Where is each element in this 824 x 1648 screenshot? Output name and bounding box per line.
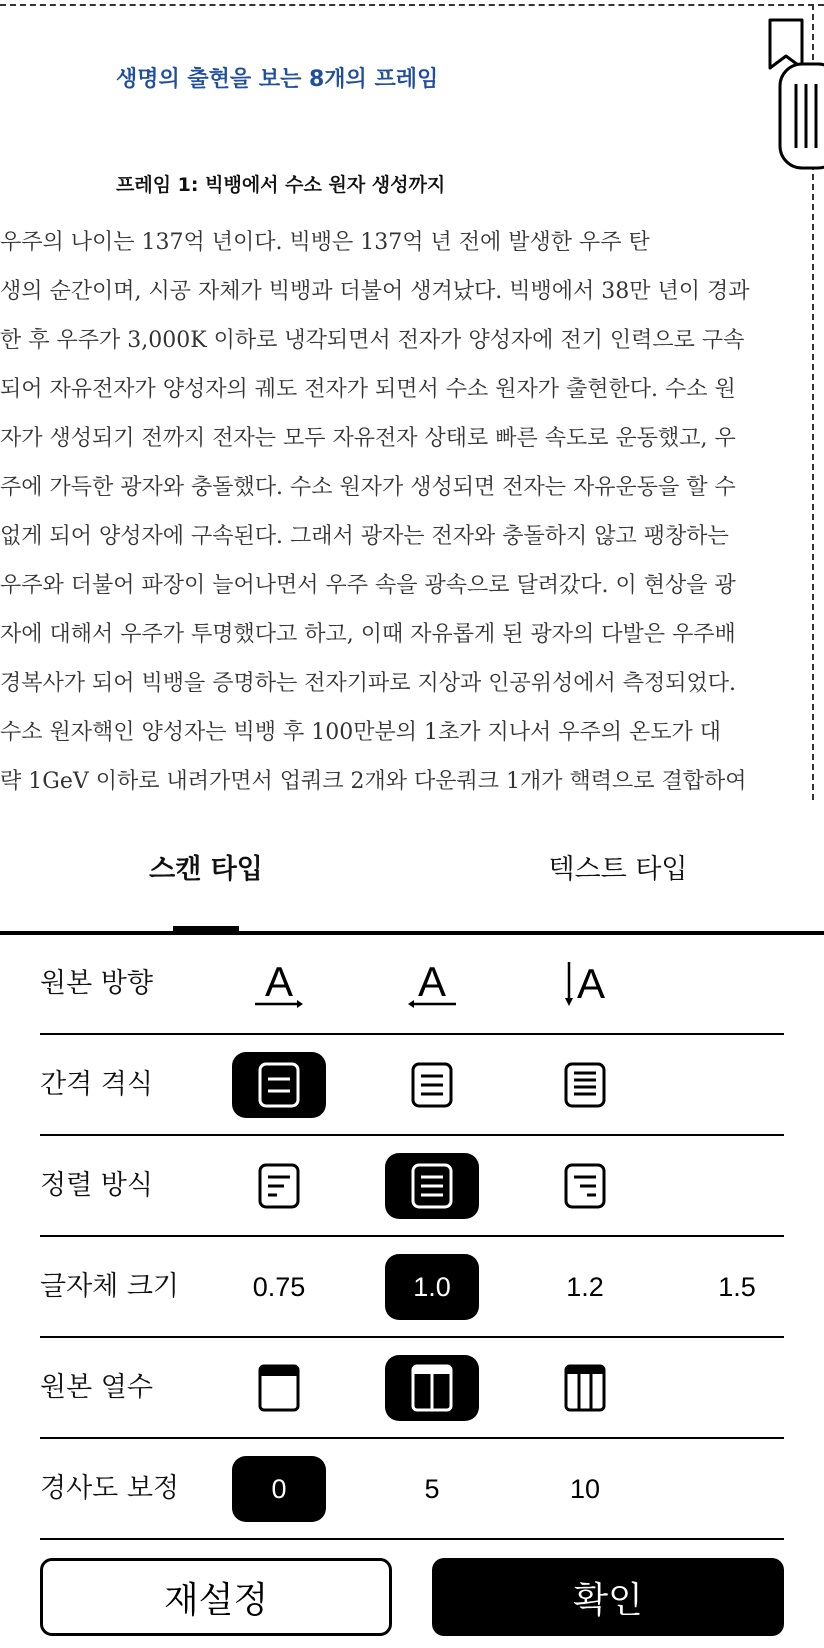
body-line: 주에 가득한 광자와 충돌했다. 수소 원자가 생성되면 전자는 자유운동을 할 수 [0, 475, 736, 500]
chapter-title: 생명의 출현을 보는 8개의 프레임 [116, 67, 439, 92]
svg-text:A: A [417, 958, 447, 1005]
orientation-vertical-option[interactable] [538, 951, 632, 1017]
page-boundary-top [0, 4, 824, 6]
spacing-narrow-option[interactable] [538, 1052, 632, 1118]
scroll-handle-icon[interactable] [778, 62, 824, 170]
align-justify-option[interactable] [385, 1153, 479, 1219]
body-line: 없게 되어 양성자에 구속된다. 그래서 광자는 전자와 충돌하지 않고 팽창하는 [0, 524, 729, 549]
font-size-option-075[interactable]: 0.75 [252, 1271, 306, 1302]
orientation-reverse-icon [402, 956, 462, 1012]
settings-panel [0, 800, 824, 1648]
body-line: 자가 생성되기 전까지 전자는 모두 자유전자 상태로 빠른 속도로 운동했고, 우 [0, 426, 736, 451]
align-right-option[interactable] [538, 1153, 632, 1219]
align-left-option[interactable] [232, 1153, 326, 1219]
align-justify-icon [410, 1162, 454, 1210]
skew-option-10[interactable]: 10 [569, 1473, 601, 1504]
three-column-icon [563, 1363, 607, 1413]
font-size-option-12[interactable]: 1.2 [566, 1271, 604, 1302]
body-line: 한 후 우주가 3,000K 이하로 냉각되면서 전자가 양성자에 전기 인력으로 구속 [0, 328, 745, 353]
orientation-normal-icon [249, 956, 309, 1012]
body-line: 자에 대해서 우주가 투명했다고 하고, 이때 자유롭게 된 광자의 다발은 우주배 [0, 622, 736, 647]
columns-two-option[interactable] [385, 1355, 479, 1421]
tab-text-type[interactable]: 텍스트 타입 [548, 853, 688, 885]
orientation-reverse-option[interactable] [385, 951, 479, 1017]
font-size-row [40, 1237, 784, 1338]
tab-bar [0, 800, 824, 934]
spacing-wide-option[interactable] [232, 1052, 326, 1118]
body-line: 경복사가 되어 빅뱅을 증명하는 전자기파로 지상과 인공위성에서 측정되었다. [0, 671, 737, 696]
spacing-medium-option[interactable] [385, 1052, 479, 1118]
columns-label: 원본 열수 [40, 1372, 153, 1403]
orientation-vertical-icon [555, 956, 615, 1012]
body-line: 우주와 더불어 파장이 늘어나면서 우주 속을 광속으로 달려갔다. 이 현상을 광 [0, 573, 736, 598]
spacing-wide-icon [257, 1061, 301, 1109]
body-text [0, 218, 824, 800]
font-size-option-10[interactable]: 1.0 [385, 1254, 479, 1320]
confirm-button[interactable]: 확인 [432, 1558, 784, 1636]
align-right-icon [563, 1162, 607, 1210]
reset-button[interactable]: 재설정 [40, 1558, 392, 1636]
skew-option-5[interactable]: 5 [424, 1473, 440, 1504]
align-left-icon [257, 1162, 301, 1210]
spacing-medium-icon [410, 1061, 454, 1109]
spacing-label: 간격 격식 [40, 1069, 153, 1100]
font-size-label: 글자체 크기 [40, 1271, 179, 1302]
columns-one-option[interactable] [232, 1355, 326, 1421]
body-line: 되어 자유전자가 양성자의 궤도 전자가 되면서 수소 원자가 출현한다. 수소 원 [0, 377, 736, 402]
alignment-row [40, 1136, 784, 1237]
body-line: 우주의 나이는 137억 년이다. 빅뱅은 137억 년 전에 발생한 우주 탄 [0, 230, 650, 255]
orientation-label: 원본 방향 [40, 968, 153, 999]
svg-text:A: A [576, 960, 606, 1007]
body-line: 수소 원자핵인 양성자는 빅뱅 후 100만분의 1초가 지나서 우주의 온도가 대 [0, 720, 721, 745]
frame-title: 프레임 1: 빅뱅에서 수소 원자 생성까지 [116, 174, 446, 196]
skew-row [40, 1439, 784, 1540]
alignment-label: 정렬 방식 [40, 1170, 153, 1201]
two-column-icon [410, 1363, 454, 1413]
skew-label: 경사도 보정 [40, 1473, 179, 1504]
body-line: 략 1GeV 이하로 내려가면서 업쿼크 2개와 다운쿼크 1개가 핵력으로 결합하여 [0, 769, 747, 794]
columns-three-option[interactable] [538, 1355, 632, 1421]
spacing-narrow-icon [563, 1061, 607, 1109]
orientation-normal-option[interactable] [232, 951, 326, 1017]
columns-row [40, 1338, 784, 1439]
orientation-row [40, 934, 784, 1035]
tab-scan-type[interactable]: 스캔 타입 [149, 853, 263, 885]
font-size-option-15[interactable]: 1.5 [718, 1271, 756, 1302]
body-line: 생의 순간이며, 시공 자체가 빅뱅과 더불어 생겨났다. 빅뱅에서 38만 년이 경과 [0, 279, 750, 304]
page-preview[interactable] [0, 0, 824, 800]
svg-text:A: A [264, 958, 294, 1005]
skew-option-0[interactable]: 0 [232, 1456, 326, 1522]
single-column-icon [257, 1363, 301, 1413]
spacing-row [40, 1035, 784, 1136]
